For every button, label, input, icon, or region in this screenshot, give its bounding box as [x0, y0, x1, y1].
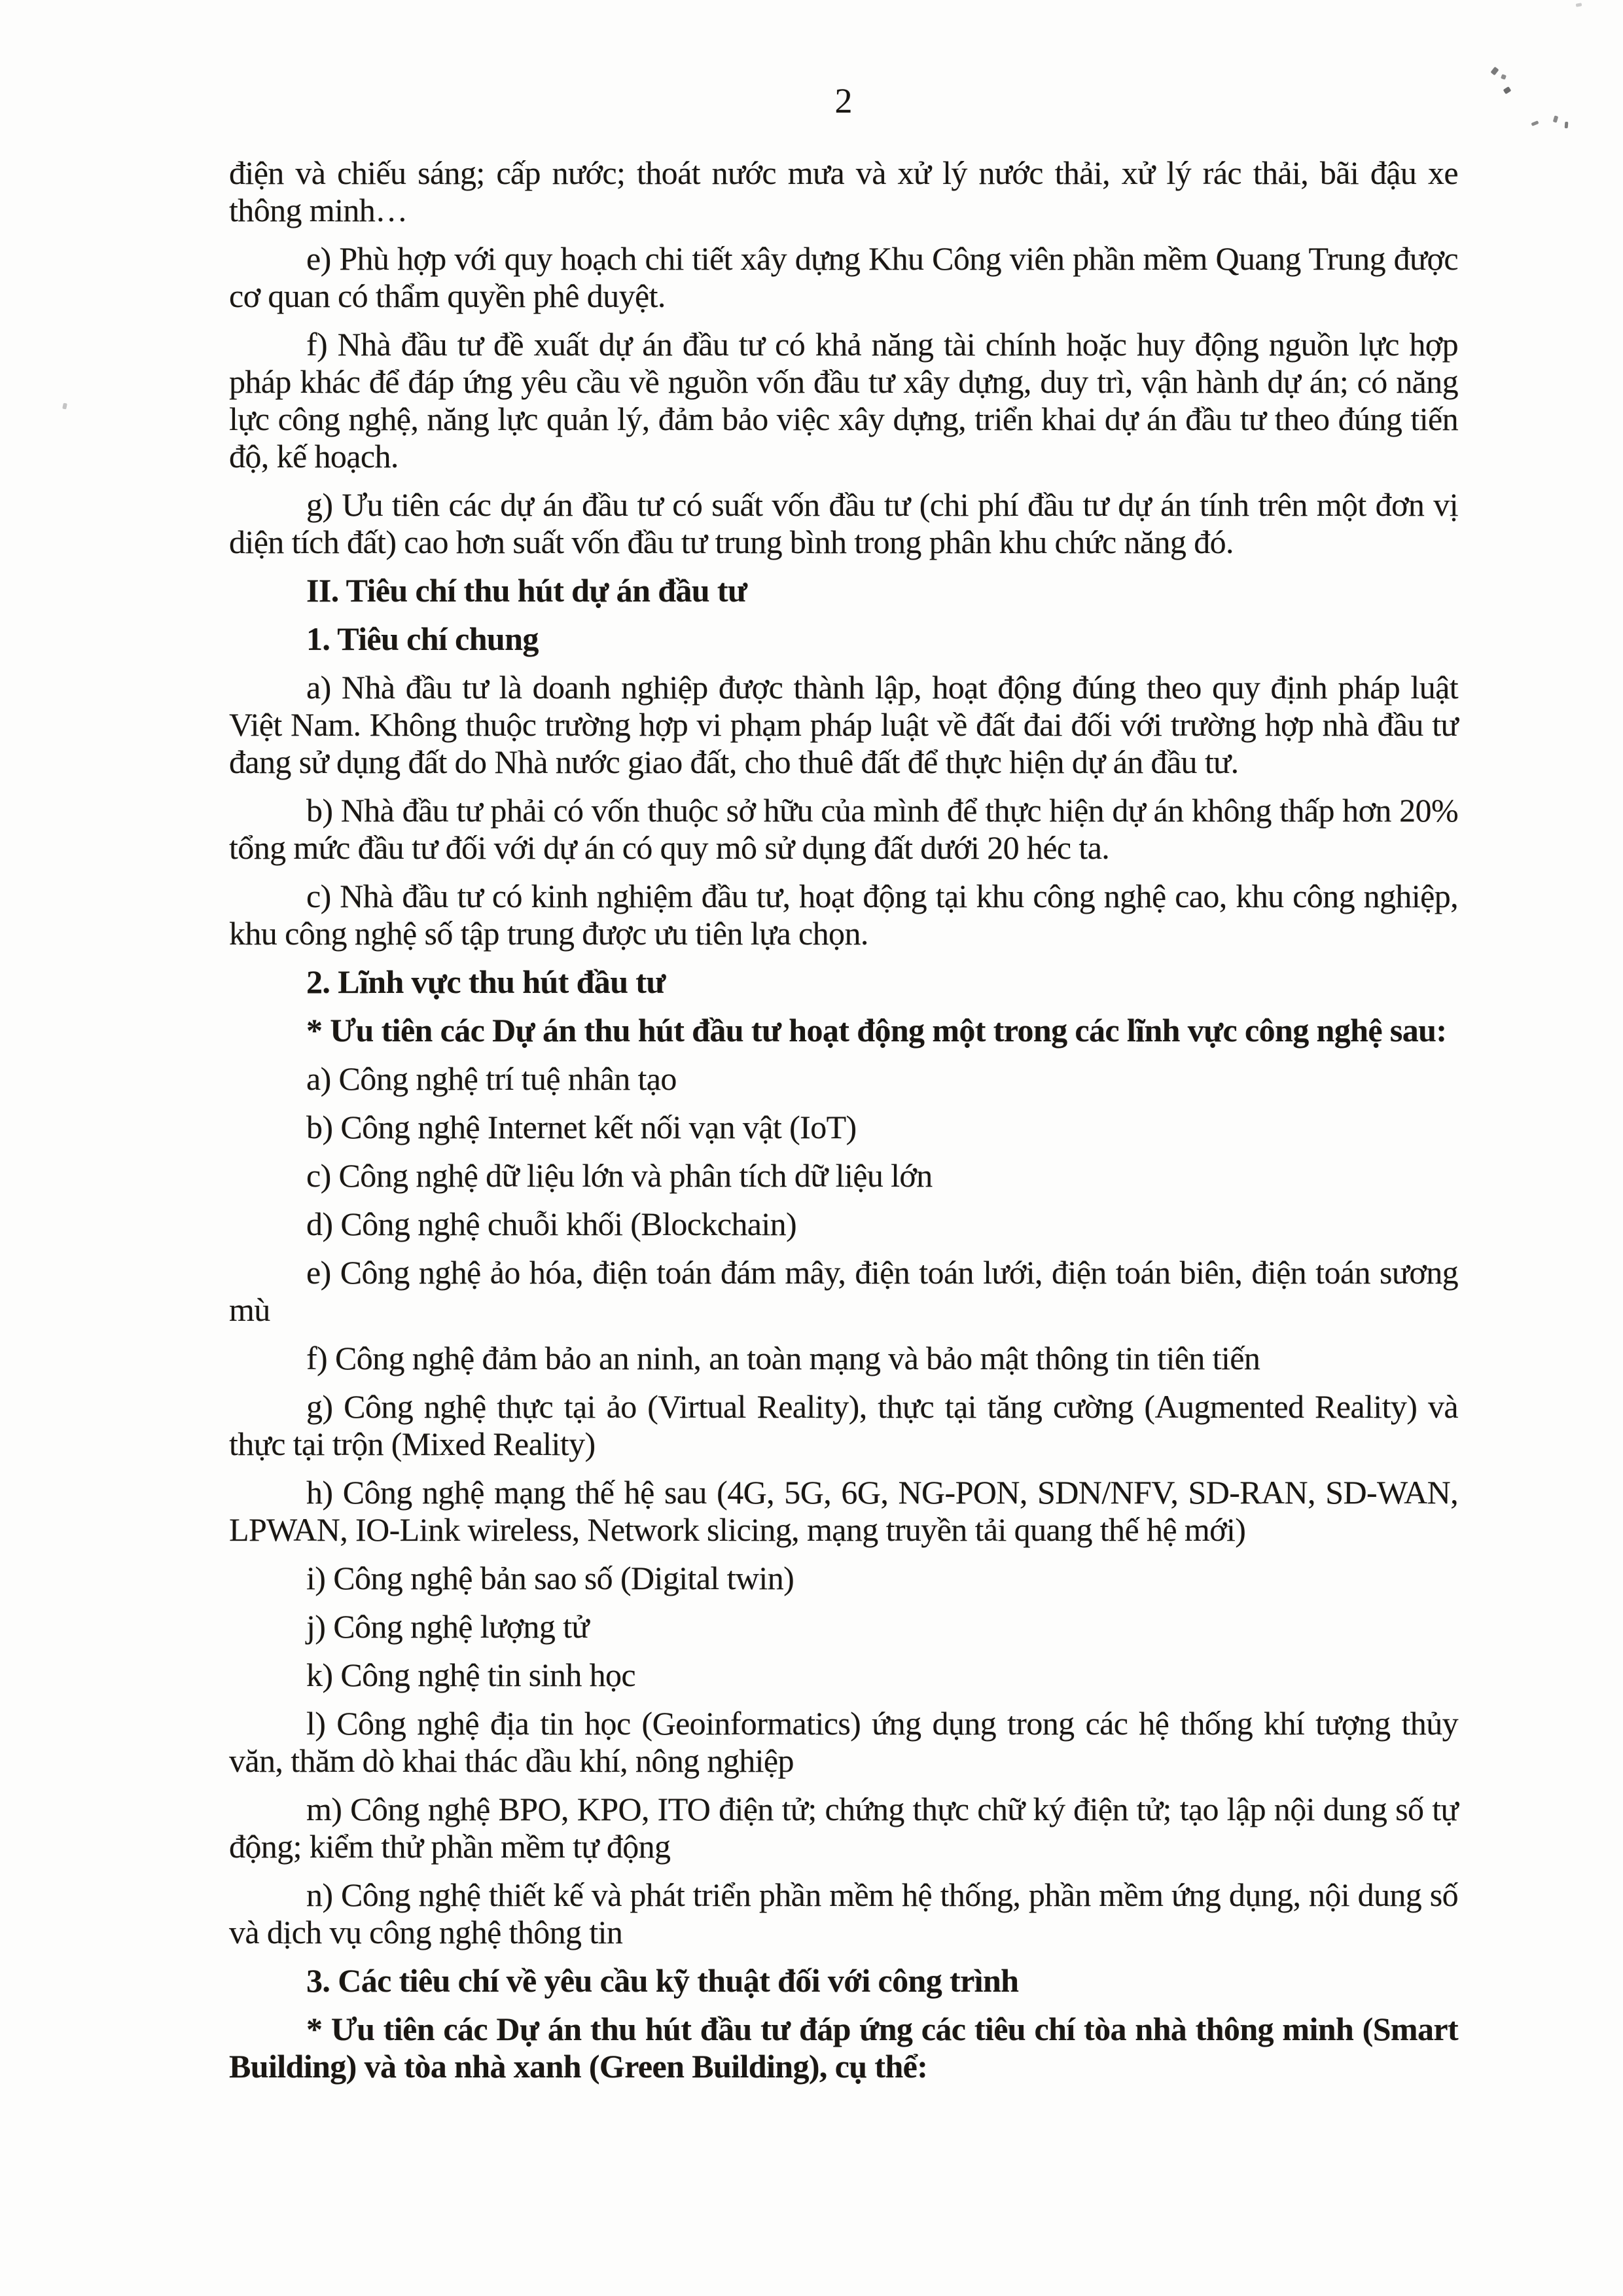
tech-item-a-ai: a) Công nghệ trí tuệ nhân tạo [306, 1060, 677, 1097]
scan-speckle [1490, 67, 1499, 76]
heading-1-general-criteria: 1. Tiêu chí chung [306, 620, 539, 657]
scan-speckle [1503, 86, 1512, 94]
scan-speckle [1553, 115, 1559, 122]
tech-item-h-next-gen-network: h) Công nghệ mạng thế hệ sau (4G, 5G, 6G, NG-PON, SDN/NFV, SD-RAN, SD-WAN, LPWAN, IO-Link wireless, Network slicing, mạng truyền tải quang thế hệ mới) [229, 1474, 1458, 1548]
continuation-paragraph: điện và chiếu sáng; cấp nước; thoát nước mưa và xử lý nước thải, xử lý rác thải, bãi đậu xe thông minh… [229, 154, 1458, 228]
heading-section-ii: II. Tiêu chí thu hút dự án đầu tư [306, 572, 747, 609]
tech-item-f-security: f) Công nghệ đảm bảo an ninh, an toàn mạng và bảo mật thông tin tiên tiến [306, 1340, 1260, 1376]
item-b-equity-requirement: b) Nhà đầu tư phải có vốn thuộc sở hữu của mình để thực hiện dự án không thấp hơn 20% tổng mức đầu tư đối với dự án có quy mô sử dụng đất dưới 20 héc ta. [229, 792, 1458, 866]
note-priority-smart-green-building: * Ưu tiên các Dự án thu hút đầu tư đáp ứng các tiêu chí tòa nhà thông minh (Smart Building) và tòa nhà xanh (Green Building), cụ thể: [229, 2011, 1458, 2085]
tech-item-i-digital-twin: i) Công nghệ bản sao số (Digital twin) [306, 1560, 794, 1596]
tech-item-c-bigdata: c) Công nghệ dữ liệu lớn và phân tích dữ liệu lớn [306, 1157, 933, 1194]
tech-item-j-quantum: j) Công nghệ lượng tử [306, 1608, 589, 1645]
tech-item-m-bpo-kpo-ito: m) Công nghệ BPO, KPO, ITO điện tử; chứng thực chữ ký điện tử; tạo lập nội dung số tự động; kiểm thử phần mềm tự động [229, 1791, 1458, 1865]
scan-speckle [1576, 3, 1582, 7]
tech-item-e-cloud: e) Công nghệ ảo hóa, điện toán đám mây, điện toán lưới, điện toán biên, điện toán sương mù [229, 1254, 1458, 1328]
tech-item-d-blockchain: d) Công nghệ chuỗi khối (Blockchain) [306, 1206, 797, 1242]
note-priority-tech-fields: * Ưu tiên các Dự án thu hút đầu tư hoạt động một trong các lĩnh vực công nghệ sau: [306, 1012, 1447, 1049]
scan-speckle [1501, 74, 1507, 80]
scan-speckle [1531, 120, 1539, 126]
tech-item-l-geoinformatics: l) Công nghệ địa tin học (Geoinformatics) ứng dụng trong các hệ thống khí tượng thủy văn, thăm dò khai thác dầu khí, nông nghiệp [229, 1705, 1458, 1779]
item-a-legal-entity: a) Nhà đầu tư là doanh nghiệp được thành lập, hoạt động đúng theo quy định pháp luật Việt Nam. Không thuộc trường hợp vi phạm pháp luật về đất đai đối với trường hợp nhà đầu tư đang sử dụng đất do Nhà nước giao đất, cho thuê đất để thực hiện dự án đầu tư. [229, 669, 1458, 780]
scan-speckle [62, 403, 67, 409]
item-f-financial-capacity: f) Nhà đầu tư đề xuất dự án đầu tư có khả năng tài chính hoặc huy động nguồn lực hợp pháp khác để đáp ứng yêu cầu về nguồn vốn đầu tư xây dựng, duy trì, vận hành dự án; có năng lực công nghệ, năng lực quản lý, đảm bảo việc xây dựng, triển khai dự án đầu tư theo đúng tiến độ, kế hoạch. [229, 326, 1458, 475]
item-c-experience: c) Nhà đầu tư có kinh nghiệm đầu tư, hoạt động tại khu công nghệ cao, khu công nghiệp, khu công nghệ số tập trung được ưu tiên lựa chọn. [229, 878, 1458, 952]
heading-2-investment-fields: 2. Lĩnh vực thu hút đầu tư [306, 963, 666, 1000]
tech-item-k-bioinformatics: k) Công nghệ tin sinh học [306, 1657, 636, 1693]
scan-speckle [1565, 122, 1569, 128]
page-number: 2 [834, 81, 853, 120]
tech-item-g-vr-ar-mr: g) Công nghệ thực tại ảo (Virtual Reality), thực tại tăng cường (Augmented Reality) và thực tại trộn (Mixed Reality) [229, 1388, 1458, 1462]
item-e-planning: e) Phù hợp với quy hoạch chi tiết xây dựng Khu Công viên phần mềm Quang Trung được cơ quan có thẩm quyền phê duyệt. [229, 240, 1458, 314]
tech-item-b-iot: b) Công nghệ Internet kết nối vạn vật (IoT) [306, 1109, 857, 1145]
tech-item-n-software-dev: n) Công nghệ thiết kế và phát triển phần mềm hệ thống, phần mềm ứng dụng, nội dung số và dịch vụ công nghệ thông tin [229, 1876, 1458, 1950]
page-content [229, 124, 1458, 2085]
heading-3-technical-criteria: 3. Các tiêu chí về yêu cầu kỹ thuật đối với công trình [306, 1962, 1019, 1999]
item-g-investment-rate: g) Ưu tiên các dự án đầu tư có suất vốn đầu tư (chi phí đầu tư dự án tính trên một đơn vị diện tích đất) cao hơn suất vốn đầu tư trung bình trong phân khu chức năng đó. [229, 486, 1458, 560]
